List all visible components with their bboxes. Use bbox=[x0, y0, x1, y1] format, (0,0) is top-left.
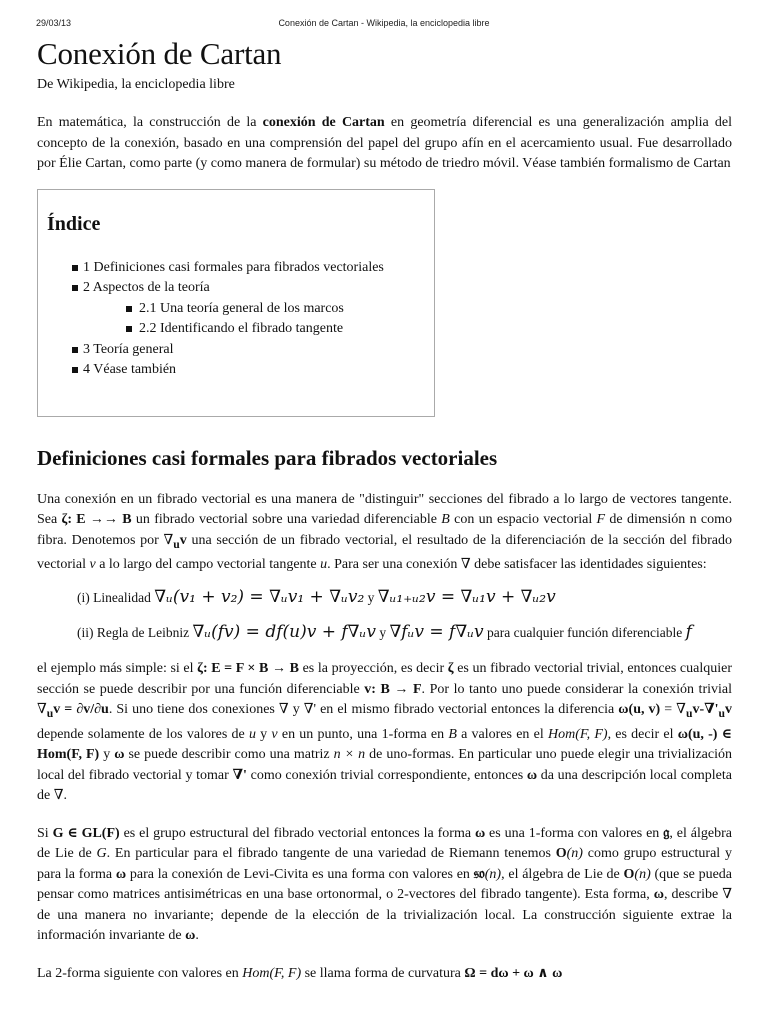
toc-item[interactable]: 2 Aspectos de la teoría bbox=[47, 278, 434, 299]
article-title: Conexión de Cartan bbox=[37, 36, 282, 71]
print-date: 29/03/13 bbox=[36, 18, 72, 28]
bullet-icon bbox=[72, 367, 78, 373]
bullet-icon bbox=[126, 326, 132, 332]
toc-item[interactable]: 3 Teoría general bbox=[47, 340, 434, 361]
intro-paragraph: En matemática, la construcción de la conexión de Cartan en geometría diferencial es una generalización amplia del concepto de la conexión, basado en una comprensión del papel del grupo afín en el acercamiento usual. Fue desarrollado por Élie Cartan, como parte (y como manera de formular) su método de triedro móvil. Véase también formalismo de Cartan bbox=[37, 115, 732, 171]
toc-item[interactable]: 1 Definiciones casi formales para fibrados vectoriales bbox=[47, 258, 434, 279]
bullet-icon bbox=[72, 265, 78, 271]
toc-subitem[interactable]: 2.1 Una teoría general de los marcos bbox=[47, 299, 434, 320]
formula-leibniz: (ii) Regla de Leibniz ∇ᵤ(fv) = df(u)v + f∇ᵤv y ∇fᵤv = f∇ᵤv para cualquier función diferenciable f bbox=[77, 622, 692, 643]
bullet-icon bbox=[72, 347, 78, 353]
bullet-icon bbox=[126, 306, 132, 312]
section-heading: Definiciones casi formales para fibrados vectoriales bbox=[37, 445, 498, 470]
section-paragraph-4: La 2-forma siguiente con valores en Hom(F, F) se llama forma de curvatura Ω = dω + ω ∧ ω bbox=[37, 965, 563, 981]
toc-item[interactable]: 4 Véase también bbox=[47, 360, 434, 381]
print-header bbox=[36, 18, 732, 32]
section-paragraph-2: el ejemplo más simple: si el ζ: E = F × B → B es la proyección, es decir ζ es un fibrado vectorial trivial, entonces cualquier sección se puede describir por una función diferenciable v: B → F. Por lo tanto uno puede considerar la conexión trivial $\nabla_uv = \partial v/\partial u$. Si uno tiene dos conexiones ∇ y ∇' en el mismo fibrado vectorial entonces la diferencia ω(u, $v) = \nabla_uv-\nabla'_uv$ depende solamente de los valores de u y v en un punto, una 1-forma en B a valores en el Hom(F, F), es decir el ω(u, -) ∈ Hom(F, F) y ω se puede describir como una matriz n × n de uno-formas. En particular uno puede elegir una trivialización local del fibrado vectorial y tomar ∇' como conexión trivial correspondiente, entonces ω da una descripción local completa de ∇. bbox=[37, 661, 733, 804]
section-paragraph-1: Una conexión en un fibrado vectorial es una manera de "distinguir" secciones del fibrado a lo largo de vectores tangente. Sea ζ: E →→ B un fibrado vectorial sobre una variedad diferenciable B con un espacio vectorial F de dimensión n como fibra. Denotemos por $\nabla_uv$ una sección de un fibrado vectorial, el resultado de la diferenciación de la sección del fibrado vectorial v a lo largo del campo vectorial tangente u. Para ser una conexión ∇ debe satisfacer las identidades siguientes: bbox=[37, 491, 733, 572]
print-page-title: Conexión de Cartan - Wikipedia, la enciclopedia libre bbox=[278, 18, 490, 28]
article-content bbox=[37, 34, 732, 984]
section-paragraph-3: Si G ∈ GL(F) es el grupo estructural del fibrado vectorial entonces la forma ω es una 1-forma con valores en 𝔤, el álgebra de Lie de G. En particular para el fibrado tangente de una variedad de Riemann tenemos O(n) como grupo estructural y para la forma ω para la conexión de Levi-Civita es una forma con valores en 𝔰𝔬(n), el álgebra de Lie de O(n) (que se pueda pensar como matrices antisimétricas en una base ortonormal, o 2-vectores del fibrado tangente). Esta forma, ω, describe ∇ de una manera no invariante; depende de la elección de la trivialización local. La construcción siguiente extrae la información invariante de ω. bbox=[37, 825, 732, 944]
toc-title: Índice bbox=[47, 212, 101, 235]
formula-linearity: (i) Linealidad ∇ᵤ(v₁ + v₂) = ∇ᵤv₁ + ∇ᵤv₂ y ∇ᵤ₁₊ᵤ₂v = ∇ᵤ₁v + ∇ᵤ₂v bbox=[77, 587, 556, 608]
intro-bold-term: conexión de Cartan bbox=[262, 115, 385, 130]
table-of-contents bbox=[37, 189, 435, 417]
bullet-icon bbox=[72, 285, 78, 291]
article-subtitle: De Wikipedia, la enciclopedia libre bbox=[37, 77, 235, 92]
toc-subitem[interactable]: 2.2 Identificando el fibrado tangente bbox=[47, 319, 434, 340]
